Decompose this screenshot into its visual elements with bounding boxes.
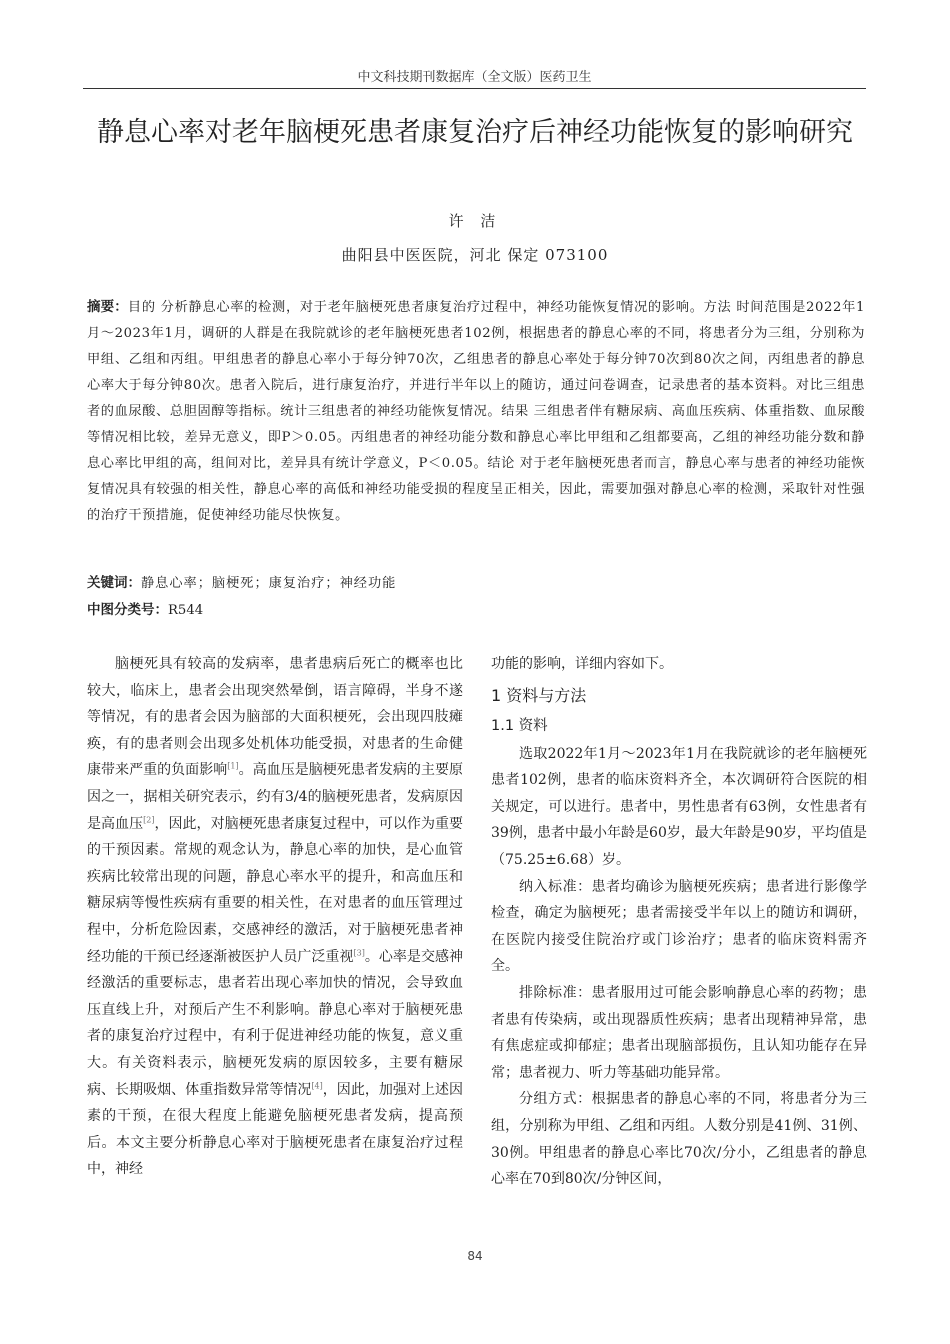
intro-text-1: 脑梗死具有较高的发病率，患者患病后死亡的概率也比较大，临床上，患者会出现突然晕倒，语言障碍，半身不遂等情况，有的患者会因为脑部的大面积梗死，会出现四肢瘫痪，有的患者则会出现多处机体功能受损，对患者的生命健康带来严重的负面影响 [87,656,463,779]
inclusion-criteria-paragraph: 纳入标准：患者均确诊为脑梗死疾病；患者进行影像学检查，确定为脑梗死；患者需接受半年以上的随访和调研，在医院内接受住院治疗或门诊治疗；患者的临床资料需齐全。 [491,878,867,975]
keywords [87,571,865,591]
abstract-label: 摘要： [87,299,128,315]
body-right-column [491,651,867,1193]
classification-label: 中图分类号： [87,602,168,618]
classification-code: R544 [168,603,204,618]
intro-paragraph [87,651,463,1183]
page-number: 84 [467,1249,483,1263]
body-left-column [87,651,463,1183]
citation-2: [2] [143,814,155,824]
citation-4: [4] [311,1080,323,1090]
citation-3: [3] [353,947,365,957]
intro-text-4: 。心率是交感神经激活的重要标志，患者若出现心率加快的情况，会导致血压直线上升，对预后产生不利影响。静息心率对于脑梗死患者的康复治疗过程中，有利于促进神经功能的恢复，意义重大。有关资料表示，脑梗死发病的原因较多，主要有糖尿病、长期吸烟、体重指数异常等情况 [87,948,464,1098]
journal-header [83,66,866,89]
intro-text-2: 。高血压是脑梗死患者发病的主要原因之一，据相关研究表示，约有3/4的脑梗死患者，发病原因是高血压 [87,762,464,832]
grouping-paragraph: 分组方式：根据患者的静息心率的不同，将患者分为三组，分别称为甲组、乙组和丙组。人数分别是41例、31例、30例。甲组患者的静息心率比70次/分小，乙组患者的静息心率在70到80次/分钟区间， [491,1091,867,1188]
journal-name: 中文科技期刊数据库（全文版）医药卫生 [357,70,592,85]
citation-1: [1] [227,761,239,771]
materials-paragraph: 选取2022年1月～2023年1月在我院就诊的老年脑梗死患者102例，患者的临床资料齐全，本次调研符合医院的相关规定，可以进行。患者中，男性患者有63例，女性患者有39例，患者中最小年龄是60岁，最大年龄是90岁，平均值是（75.25±6.68）岁。 [491,745,867,868]
classification [87,598,865,618]
article-title: 静息心率对老年脑梗死患者康复治疗后神经功能恢复的影响研究 [97,117,853,148]
subsection-heading: 1.1 资料 [491,717,548,734]
abstract [87,294,865,529]
continued-paragraph: 功能的影响，详细内容如下。 [491,656,673,672]
intro-text-3: ，因此，对脑梗死患者康复过程中，可以作为重要的干预因素。常规的观念认为，静息心率的加快，是心血管疾病比较常出现的问题，静息心率水平的提升，和高血压和糖尿病等慢性疾病有重要的相关性，在对患者的血压管理过程中，分析危险因素，交感神经的激活，对于脑梗死患者神经功能的干预已经逐渐被医护人员广泛重视 [87,815,464,965]
section-heading: 1 资料与方法 [491,685,587,705]
abstract-text: 目的 分析静息心率的检测，对于老年脑梗死患者康复治疗过程中，神经功能恢复情况的影响。方法 时间范围是2022年1月～2023年1月，调研的人群是在我院就诊的老年脑梗死患者102例，根据患者的静息心率的不同，将患者分为三组，分别称为甲组、乙组和丙组。甲组患者的静息心率小于每分钟70次，乙组患者的静息心率处于每分钟70次到80次之间，丙组患者的静息心率大于每分钟80次。患者入院后，进行康复治疗，并进行半年以上的随访，通过问卷调查，记录患者的基本资料。对比三组患者的血尿酸、总胆固醇等指标。统计三组患者的神经功能恢复情况。结果 三组患者伴有糖尿病、高血压疾病、体重指数、血尿酸等情况相比较，差异无意义，即P＞0.05。丙组患者的神经功能分数和静息心率比甲组和乙组都要高，乙组的神经功能分数和静息心率比甲组的高，组间对比，差异具有统计学意义，P＜0.05。结论 对于老年脑梗死患者而言，静息心率与患者的神经功能恢复情况具有较强的相关性，静息心率的高低和神经功能受损的程度呈正相关，因此，需要加强对静息心率的检测，采取针对性强的治疗干预措施，促使神经功能尽快恢复。 [87,300,865,523]
article-author: 许 洁 [448,212,502,230]
intro-text-5: ，因此，加强对上述因素的干预，在很大程度上能避免脑梗死患者发病，提高预后。本文主要分析静息心率对于脑梗死患者在康复治疗过程中，神经 [87,1081,464,1178]
keywords-text: 静息心率；脑梗死；康复治疗；神经功能 [141,576,397,591]
article-affiliation: 曲阳县中医医院，河北 保定 073100 [341,246,609,264]
exclusion-criteria-paragraph: 排除标准：患者服用过可能会影响静息心率的药物；患者患有传染病，或出现器质性疾病；患者出现精神异常，患有焦虑症或抑郁症；患者出现脑部损伤，且认知功能存在异常；患者视力、听力等基础功能异常。 [491,984,867,1081]
keywords-label: 关键词： [87,575,141,591]
